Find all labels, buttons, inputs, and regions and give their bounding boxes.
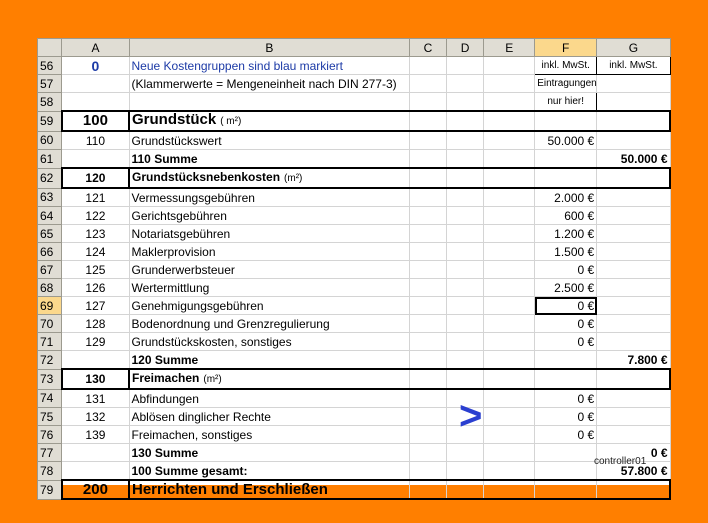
- label-text: Herrichten und Erschließen: [132, 480, 328, 498]
- cell[interactable]: [446, 111, 484, 131]
- cell[interactable]: [484, 315, 535, 333]
- label-text: Grundstücksnebenkosten: [132, 170, 281, 184]
- column-header-f[interactable]: F: [535, 39, 597, 57]
- cell-f56[interactable]: inkl. MwSt.: [535, 57, 597, 75]
- label-text: Vermessungsgebühren: [131, 190, 255, 205]
- cell-a56[interactable]: 0: [62, 57, 129, 75]
- cell-code[interactable]: 123: [62, 225, 129, 243]
- cell-total[interactable]: 57.800 €: [597, 462, 670, 481]
- cell-amount[interactable]: 0 €: [535, 389, 597, 408]
- column-header-e[interactable]: E: [484, 39, 535, 57]
- row-header[interactable]: 75: [38, 408, 62, 426]
- table-row: [38, 279, 671, 297]
- cell[interactable]: [484, 426, 535, 444]
- table-row: [38, 462, 671, 481]
- cell-amount[interactable]: 0 €: [535, 333, 597, 351]
- row-header[interactable]: 58: [38, 93, 62, 112]
- cell-label[interactable]: [129, 261, 410, 279]
- cell-label[interactable]: [129, 150, 410, 169]
- cell-amount[interactable]: 600 €: [535, 207, 597, 225]
- cell-label[interactable]: [129, 408, 410, 426]
- cell[interactable]: [484, 207, 535, 225]
- cell-code[interactable]: 130: [62, 369, 129, 389]
- unit-label: (m²): [284, 173, 303, 184]
- cell[interactable]: [446, 261, 484, 279]
- cell[interactable]: [484, 57, 535, 75]
- table-row: [38, 351, 671, 370]
- cell[interactable]: [446, 168, 484, 188]
- cell-label[interactable]: [129, 333, 410, 351]
- cell-code[interactable]: 200: [62, 480, 129, 499]
- cell[interactable]: [410, 462, 447, 481]
- cell[interactable]: [410, 351, 447, 370]
- label-text: 120 Summe: [131, 352, 199, 367]
- cell-total[interactable]: [597, 315, 670, 333]
- cell-total[interactable]: [597, 207, 670, 225]
- cell-label[interactable]: [129, 111, 410, 131]
- watermark: controller01: [594, 456, 647, 467]
- cell-code[interactable]: [62, 444, 129, 462]
- cell[interactable]: [484, 75, 535, 93]
- cell[interactable]: [484, 351, 535, 370]
- cell[interactable]: [484, 333, 535, 351]
- cell-total[interactable]: 7.800 €: [597, 351, 670, 370]
- table-row: [38, 408, 671, 426]
- cell-code[interactable]: 126: [62, 279, 129, 297]
- label-text: 100 Summe gesamt:: [131, 463, 248, 478]
- table-row: [38, 297, 671, 315]
- row-header[interactable]: 70: [38, 315, 62, 333]
- cost-table: [37, 38, 671, 500]
- cell-label[interactable]: [129, 188, 410, 207]
- table-row: [38, 444, 671, 462]
- cell[interactable]: [410, 243, 447, 261]
- table-row: [38, 243, 671, 261]
- cell-b56[interactable]: Neue Kostengruppen sind blau markiert: [129, 57, 410, 75]
- label-text: Grunderwerbsteuer: [131, 262, 235, 277]
- cell[interactable]: [484, 297, 535, 315]
- table-row: [38, 225, 671, 243]
- cell-code[interactable]: 110: [62, 131, 129, 150]
- label-text: Ablösen dinglicher Rechte: [131, 409, 271, 424]
- cell-amount[interactable]: 0 €: [535, 297, 597, 315]
- cell[interactable]: [410, 168, 447, 188]
- cell[interactable]: [410, 188, 447, 207]
- cell-code[interactable]: 121: [62, 188, 129, 207]
- label-text: 130 Summe: [131, 445, 199, 460]
- cell-amount[interactable]: 2.500 €: [535, 279, 597, 297]
- table-row: [38, 93, 671, 112]
- column-header-g[interactable]: G: [597, 39, 670, 57]
- cell-total[interactable]: 0 €: [597, 444, 670, 462]
- cell-total[interactable]: [597, 111, 670, 131]
- cell[interactable]: [410, 150, 447, 169]
- label-text: Freimachen, sonstiges: [131, 427, 253, 442]
- label-text: 110 Summe: [131, 151, 198, 166]
- cell-label[interactable]: [129, 480, 410, 499]
- cell[interactable]: [410, 225, 447, 243]
- cell-amount[interactable]: 1.500 €: [535, 243, 597, 261]
- row-header[interactable]: 57: [38, 75, 62, 93]
- cell[interactable]: [484, 462, 535, 481]
- table-row: [38, 480, 671, 499]
- label-text: Genehmigungsgebühren: [131, 298, 264, 313]
- cell[interactable]: [484, 279, 535, 297]
- cell[interactable]: [446, 93, 484, 112]
- cell-total[interactable]: [597, 279, 670, 297]
- cell[interactable]: [446, 480, 484, 499]
- table-row: [38, 426, 671, 444]
- cell[interactable]: [410, 111, 447, 131]
- cell-label[interactable]: [129, 168, 410, 188]
- cell-code[interactable]: 132: [62, 408, 129, 426]
- cell-total[interactable]: 50.000 €: [597, 150, 670, 169]
- table-row: [38, 315, 671, 333]
- cell[interactable]: [446, 279, 484, 297]
- cell-amount[interactable]: [535, 150, 597, 169]
- table-row: [38, 150, 671, 169]
- cell-total[interactable]: [597, 261, 670, 279]
- cell[interactable]: [410, 480, 447, 499]
- cell-code[interactable]: 124: [62, 243, 129, 261]
- row-header[interactable]: 59: [38, 111, 62, 131]
- row-header[interactable]: 68: [38, 279, 62, 297]
- row-header[interactable]: 77: [38, 444, 62, 462]
- cell[interactable]: [410, 57, 447, 75]
- cell-amount[interactable]: 0 €: [535, 261, 597, 279]
- cell-code[interactable]: 131: [62, 389, 129, 408]
- cell-amount[interactable]: [535, 444, 597, 462]
- cell[interactable]: [484, 243, 535, 261]
- table-row: [38, 261, 671, 279]
- row-header[interactable]: 78: [38, 462, 62, 481]
- cell[interactable]: [484, 408, 535, 426]
- cell-total[interactable]: [597, 188, 670, 207]
- cell[interactable]: [446, 243, 484, 261]
- cell-total[interactable]: [597, 225, 670, 243]
- row-header[interactable]: 65: [38, 225, 62, 243]
- cell-code[interactable]: 128: [62, 315, 129, 333]
- label-text: Wertermittlung: [131, 280, 210, 295]
- table-row: [38, 389, 671, 408]
- cell[interactable]: [446, 444, 484, 462]
- cell[interactable]: [484, 188, 535, 207]
- row-header[interactable]: 63: [38, 188, 62, 207]
- cell-amount[interactable]: 0 €: [535, 408, 597, 426]
- cell[interactable]: [62, 93, 129, 112]
- cell-code[interactable]: 120: [62, 168, 129, 188]
- cell[interactable]: [484, 480, 535, 499]
- cell-amount[interactable]: 2.000 €: [535, 188, 597, 207]
- cell-amount[interactable]: [535, 480, 597, 499]
- cell[interactable]: [446, 462, 484, 481]
- cell[interactable]: [484, 168, 535, 188]
- cell[interactable]: [446, 75, 484, 93]
- cell-amount[interactable]: [535, 369, 597, 389]
- cell-code[interactable]: [62, 462, 129, 481]
- row-header[interactable]: 66: [38, 243, 62, 261]
- cell[interactable]: [446, 57, 484, 75]
- cell[interactable]: [484, 111, 535, 131]
- cell[interactable]: [446, 188, 484, 207]
- cell[interactable]: [446, 131, 484, 150]
- row-header[interactable]: 61: [38, 150, 62, 169]
- label-text: Maklerprovision: [131, 244, 216, 259]
- cell-amount[interactable]: 1.200 €: [535, 225, 597, 243]
- column-header-row: [38, 39, 671, 57]
- cell-label[interactable]: [129, 315, 410, 333]
- cell-label[interactable]: [129, 426, 410, 444]
- select-all-corner[interactable]: [38, 39, 62, 57]
- cell[interactable]: [410, 444, 447, 462]
- cell[interactable]: [484, 369, 535, 389]
- row-header[interactable]: 74: [38, 389, 62, 408]
- cell-code[interactable]: [62, 150, 129, 169]
- table-row: [38, 57, 671, 75]
- cell-code[interactable]: 139: [62, 426, 129, 444]
- cell-code[interactable]: 100: [62, 111, 129, 131]
- cell[interactable]: [446, 297, 484, 315]
- cell[interactable]: [446, 150, 484, 169]
- cell[interactable]: [410, 297, 447, 315]
- label-text: Bodenordnung und Grenzregulierung: [131, 316, 330, 331]
- cell[interactable]: [446, 351, 484, 370]
- row-header[interactable]: 56: [38, 57, 62, 75]
- cell-total[interactable]: [597, 243, 670, 261]
- table-row: [38, 369, 671, 389]
- table-row: [38, 188, 671, 207]
- cell-amount[interactable]: [535, 462, 597, 481]
- cell-total[interactable]: [597, 333, 670, 351]
- cell[interactable]: [410, 131, 447, 150]
- table-row: [38, 111, 671, 131]
- cell[interactable]: [410, 207, 447, 225]
- cell-total[interactable]: [597, 131, 670, 150]
- cell[interactable]: [446, 225, 484, 243]
- cell-f58[interactable]: nur hier!: [535, 93, 597, 112]
- label-text: Freimachen: [132, 371, 200, 385]
- row-header[interactable]: 67: [38, 261, 62, 279]
- cell[interactable]: [484, 261, 535, 279]
- cell-label[interactable]: [129, 389, 410, 408]
- cell[interactable]: [484, 225, 535, 243]
- cell[interactable]: [410, 426, 447, 444]
- cell-b57[interactable]: (Klammerwerte = Mengeneinheit nach DIN 277-3): [129, 75, 410, 93]
- cell-total[interactable]: [597, 369, 670, 389]
- cell[interactable]: [484, 131, 535, 150]
- cell-label[interactable]: [129, 369, 410, 389]
- cell[interactable]: [484, 389, 535, 408]
- cell[interactable]: [410, 279, 447, 297]
- cell-total[interactable]: [597, 297, 670, 315]
- row-header[interactable]: 71: [38, 333, 62, 351]
- cell[interactable]: [484, 93, 535, 112]
- cell[interactable]: [62, 75, 129, 93]
- cell-g56[interactable]: inkl. MwSt.: [597, 57, 670, 75]
- row-header[interactable]: 73: [38, 369, 62, 389]
- cell-code[interactable]: [62, 351, 129, 370]
- row-header[interactable]: 79: [38, 480, 62, 499]
- cell-label[interactable]: [129, 279, 410, 297]
- cell[interactable]: [410, 261, 447, 279]
- cell-code[interactable]: 125: [62, 261, 129, 279]
- cell[interactable]: [446, 207, 484, 225]
- cell[interactable]: [597, 93, 670, 112]
- row-header[interactable]: 60: [38, 131, 62, 150]
- label-text: Grundstück: [132, 111, 217, 128]
- cell-amount[interactable]: 0 €: [535, 315, 597, 333]
- cell-label[interactable]: [129, 351, 410, 370]
- cell[interactable]: [446, 333, 484, 351]
- unit-label: ( m²): [220, 116, 242, 127]
- cell-label[interactable]: [129, 297, 410, 315]
- label-text: Gerichtsgebühren: [131, 208, 227, 223]
- cell[interactable]: [446, 369, 484, 389]
- cell[interactable]: [484, 150, 535, 169]
- cell[interactable]: [129, 93, 410, 112]
- cell[interactable]: [410, 315, 447, 333]
- label-text: Grundstückskosten, sonstiges: [131, 334, 292, 349]
- cell[interactable]: [446, 315, 484, 333]
- cell-label[interactable]: [129, 444, 410, 462]
- cell-label[interactable]: [129, 131, 410, 150]
- cell-total[interactable]: [597, 168, 670, 188]
- cell-total[interactable]: [597, 480, 670, 499]
- cell[interactable]: [484, 444, 535, 462]
- cell[interactable]: [410, 369, 447, 389]
- table-row: [38, 168, 671, 188]
- cell-label[interactable]: [129, 462, 410, 481]
- cell-amount[interactable]: 0 €: [535, 426, 597, 444]
- table-row: [38, 131, 671, 150]
- column-header-d[interactable]: D: [446, 39, 484, 57]
- column-header-c[interactable]: C: [410, 39, 447, 57]
- row-header[interactable]: 69: [38, 297, 62, 315]
- table-row: [38, 333, 671, 351]
- label-text: Abfindungen: [131, 391, 199, 406]
- cell-label[interactable]: [129, 243, 410, 261]
- cell-code[interactable]: 129: [62, 333, 129, 351]
- table-row: [38, 207, 671, 225]
- cell[interactable]: [410, 389, 447, 408]
- row-header[interactable]: 72: [38, 351, 62, 370]
- column-header-a[interactable]: A: [62, 39, 129, 57]
- cell-code[interactable]: 127: [62, 297, 129, 315]
- cell-f57[interactable]: Eintragungen: [535, 75, 597, 93]
- unit-label: (m²): [203, 374, 222, 385]
- cell-code[interactable]: 122: [62, 207, 129, 225]
- cell-total[interactable]: [597, 389, 670, 408]
- row-header[interactable]: 62: [38, 168, 62, 188]
- cell-total[interactable]: [597, 426, 670, 444]
- cell-amount[interactable]: [535, 111, 597, 131]
- cell-label[interactable]: [129, 225, 410, 243]
- table-row: [38, 75, 671, 93]
- cell[interactable]: [410, 408, 447, 426]
- cell-label[interactable]: [129, 207, 410, 225]
- spreadsheet-grid: [37, 38, 671, 498]
- cell-amount[interactable]: [535, 351, 597, 370]
- cell[interactable]: [410, 75, 447, 93]
- cell-amount[interactable]: 50.000 €: [535, 131, 597, 150]
- cell[interactable]: [410, 333, 447, 351]
- cell-amount[interactable]: [535, 168, 597, 188]
- cell-total[interactable]: [597, 408, 670, 426]
- label-text: Notariatsgebühren: [131, 226, 231, 241]
- row-header[interactable]: 76: [38, 426, 62, 444]
- cell[interactable]: [410, 93, 447, 112]
- cell[interactable]: [597, 75, 670, 93]
- label-text: Grundstückswert: [131, 133, 222, 148]
- row-header[interactable]: 64: [38, 207, 62, 225]
- column-header-b[interactable]: B: [129, 39, 410, 57]
- arrow-icon: >: [459, 394, 483, 438]
